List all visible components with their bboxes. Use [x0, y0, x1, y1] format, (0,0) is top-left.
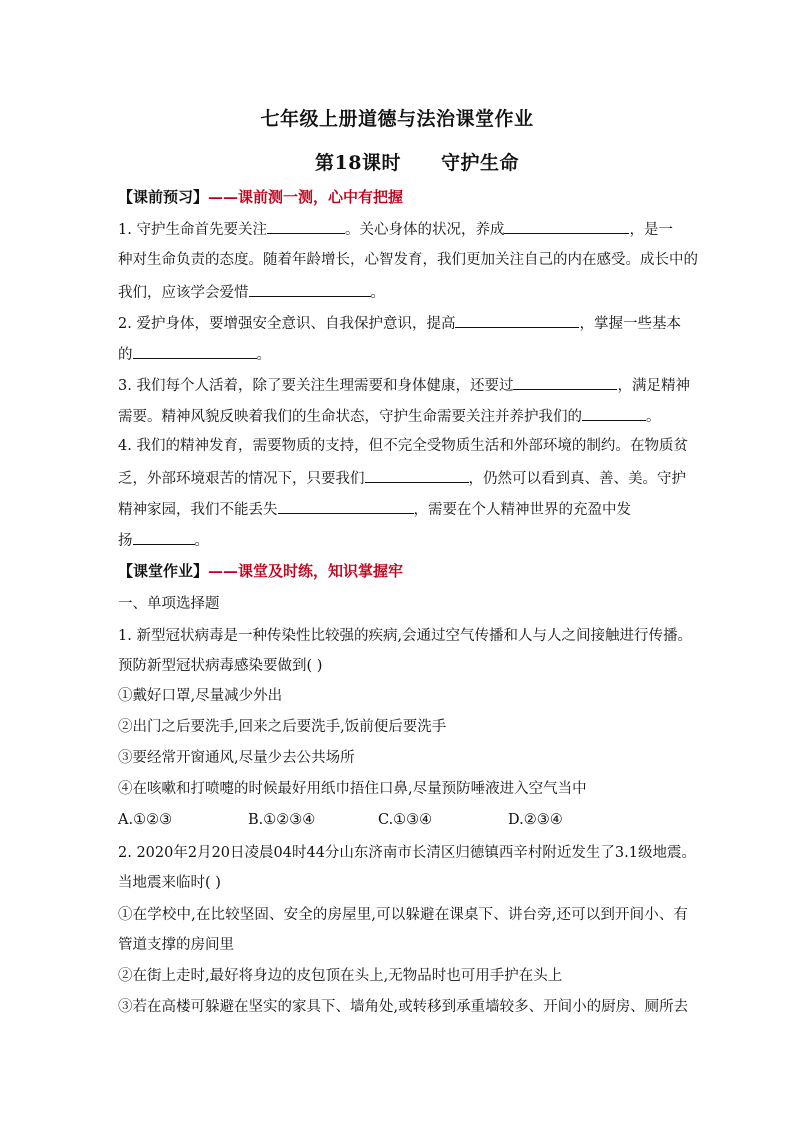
answer-blank[interactable]: [267, 218, 345, 234]
answer-blank[interactable]: [365, 467, 469, 483]
q1-stem-line1: 1. 新型冠状病毒是一种传染性比较强的疾病,会通过空气传播和人与人之间接触进行传播。: [118, 628, 693, 644]
preview-q3-line2: [118, 405, 688, 427]
worksheet-title: 七年级上册道德与法治课堂作业: [260, 108, 534, 130]
q1-item-3: ③要经常开窗通风,尽量少去公共场所: [118, 750, 355, 766]
preview-q1-line2: 种对生命负责的态度。随着年龄增长，心智发育，我们更加关注自己的内在感受。成长中的: [118, 252, 698, 268]
q1-options: [118, 810, 638, 830]
preview-q3-line1: [118, 374, 688, 396]
classwork-header: [118, 561, 688, 581]
q1-item-4: ④在咳嗽和打喷嚏的时候最好用纸巾捂住口鼻,尽量预防唾液进入空气当中: [118, 781, 587, 797]
q1-stem-line2: 预防新型冠状病毒感染要做到( ): [118, 658, 323, 674]
preview-q1-text: 1. 守护生命首先要关注: [118, 222, 267, 238]
answer-blank[interactable]: [278, 498, 414, 514]
preview-q2-line1: [118, 312, 688, 334]
preview-q4-text: ，需要在个人精神世界的充盈中发: [413, 502, 631, 518]
preview-q4-text: 乏，外部环境艰苦的情况下，只要我们: [118, 471, 365, 487]
preview-q1-text: 。关心身体的状况，养成: [344, 222, 505, 238]
classwork-header-slogan: ——课堂及时练，知识掌握牢: [208, 562, 404, 580]
preview-q2-line2: [118, 343, 688, 365]
q1-option-d[interactable]: D.②③④: [508, 812, 563, 828]
answer-blank[interactable]: [513, 374, 617, 390]
q1-option-c[interactable]: C.①③④: [378, 812, 433, 828]
preview-q4-line3: [118, 498, 688, 520]
preview-q3-text: ，满足精神: [617, 378, 690, 394]
preview-header-tag: 【课前预习】: [118, 188, 209, 206]
preview-q4-text: 精神家园，我们不能丢失: [118, 502, 278, 518]
q1-option-b[interactable]: B.①②③④: [248, 812, 316, 828]
preview-q4-line4: [118, 529, 688, 551]
answer-blank[interactable]: [504, 218, 629, 234]
q2-item-3: ③若在高楼可躲避在坚实的家具下、墙角处,或转移到承重墙较多、开间小的厨房、厕所去: [118, 999, 689, 1015]
lesson-number: 第18课时: [315, 152, 401, 174]
preview-q4-text: 扬: [118, 533, 133, 549]
preview-header: [118, 187, 688, 207]
q2-stem-line1: 2. 2020年2月20日凌晨04时44分山东济南市长清区归德镇西辛村附近发生了3.1级地震。: [118, 845, 696, 861]
q2-item-1-line1: ①在学校中,在比较坚固、安全的房屋里,可以躲避在课桌下、讲台旁,还可以到开间小、有: [118, 907, 688, 923]
q1-item-1: ①戴好口罩,尽量减少外出: [118, 688, 283, 704]
preview-q2-text: ，掌握一些基本: [579, 316, 681, 332]
preview-q1-line1: [118, 218, 688, 240]
answer-blank[interactable]: [249, 281, 371, 297]
preview-q1-text: 。: [370, 285, 385, 301]
q2-stem-line2: 当地震来临时( ): [118, 875, 221, 891]
preview-q4-text: 。: [194, 533, 209, 549]
preview-q3-text: 3. 我们每个人活着，除了要关注生理需要和身体健康，还要过: [118, 378, 514, 394]
q2-item-2: ②在街上走时,最好将身边的皮包顶在头上,无物品时也可用手护在头上: [118, 968, 563, 984]
answer-blank[interactable]: [582, 405, 646, 421]
preview-q2-text: 。: [256, 347, 271, 363]
preview-q3-text: 需要。精神风貌反映着我们的生命状态，守护生命需要关注并养护我们的: [118, 409, 582, 425]
q1-option-a[interactable]: A.①②③: [118, 812, 173, 828]
preview-q1-text: 我们，应该学会爱惜: [118, 285, 249, 301]
preview-q3-text: 。: [646, 409, 661, 425]
preview-q4-line2: [118, 467, 688, 489]
preview-q1-line3: [118, 281, 688, 303]
answer-blank[interactable]: [133, 343, 257, 359]
q1-item-2: ②出门之后要洗手,回来之后要洗手,饭前便后要洗手: [118, 719, 447, 735]
part-heading: 一、单项选择题: [118, 596, 220, 612]
lesson-name: 守护生命: [440, 152, 519, 174]
preview-q4-text: ，仍然可以看到真、善、美。守护: [468, 471, 686, 487]
lesson-title: [0, 148, 794, 175]
q2-item-1-line2: 管道支撑的房间里: [118, 937, 234, 953]
answer-blank[interactable]: [133, 529, 195, 545]
preview-header-slogan: ——课前测一测，心中有把握: [208, 188, 404, 206]
preview-q4-line1: 4. 我们的精神发育，需要物质的支持，但不完全受物质生活和外部环境的制约。在物质贫: [118, 438, 688, 454]
preview-q2-text: 2. 爱护身体，要增强安全意识、自我保护意识，提高: [118, 316, 456, 332]
classwork-header-tag: 【课堂作业】: [118, 562, 209, 580]
answer-blank[interactable]: [455, 312, 579, 328]
preview-q2-text: 的: [118, 347, 133, 363]
preview-q1-text: ，是一: [629, 222, 673, 238]
